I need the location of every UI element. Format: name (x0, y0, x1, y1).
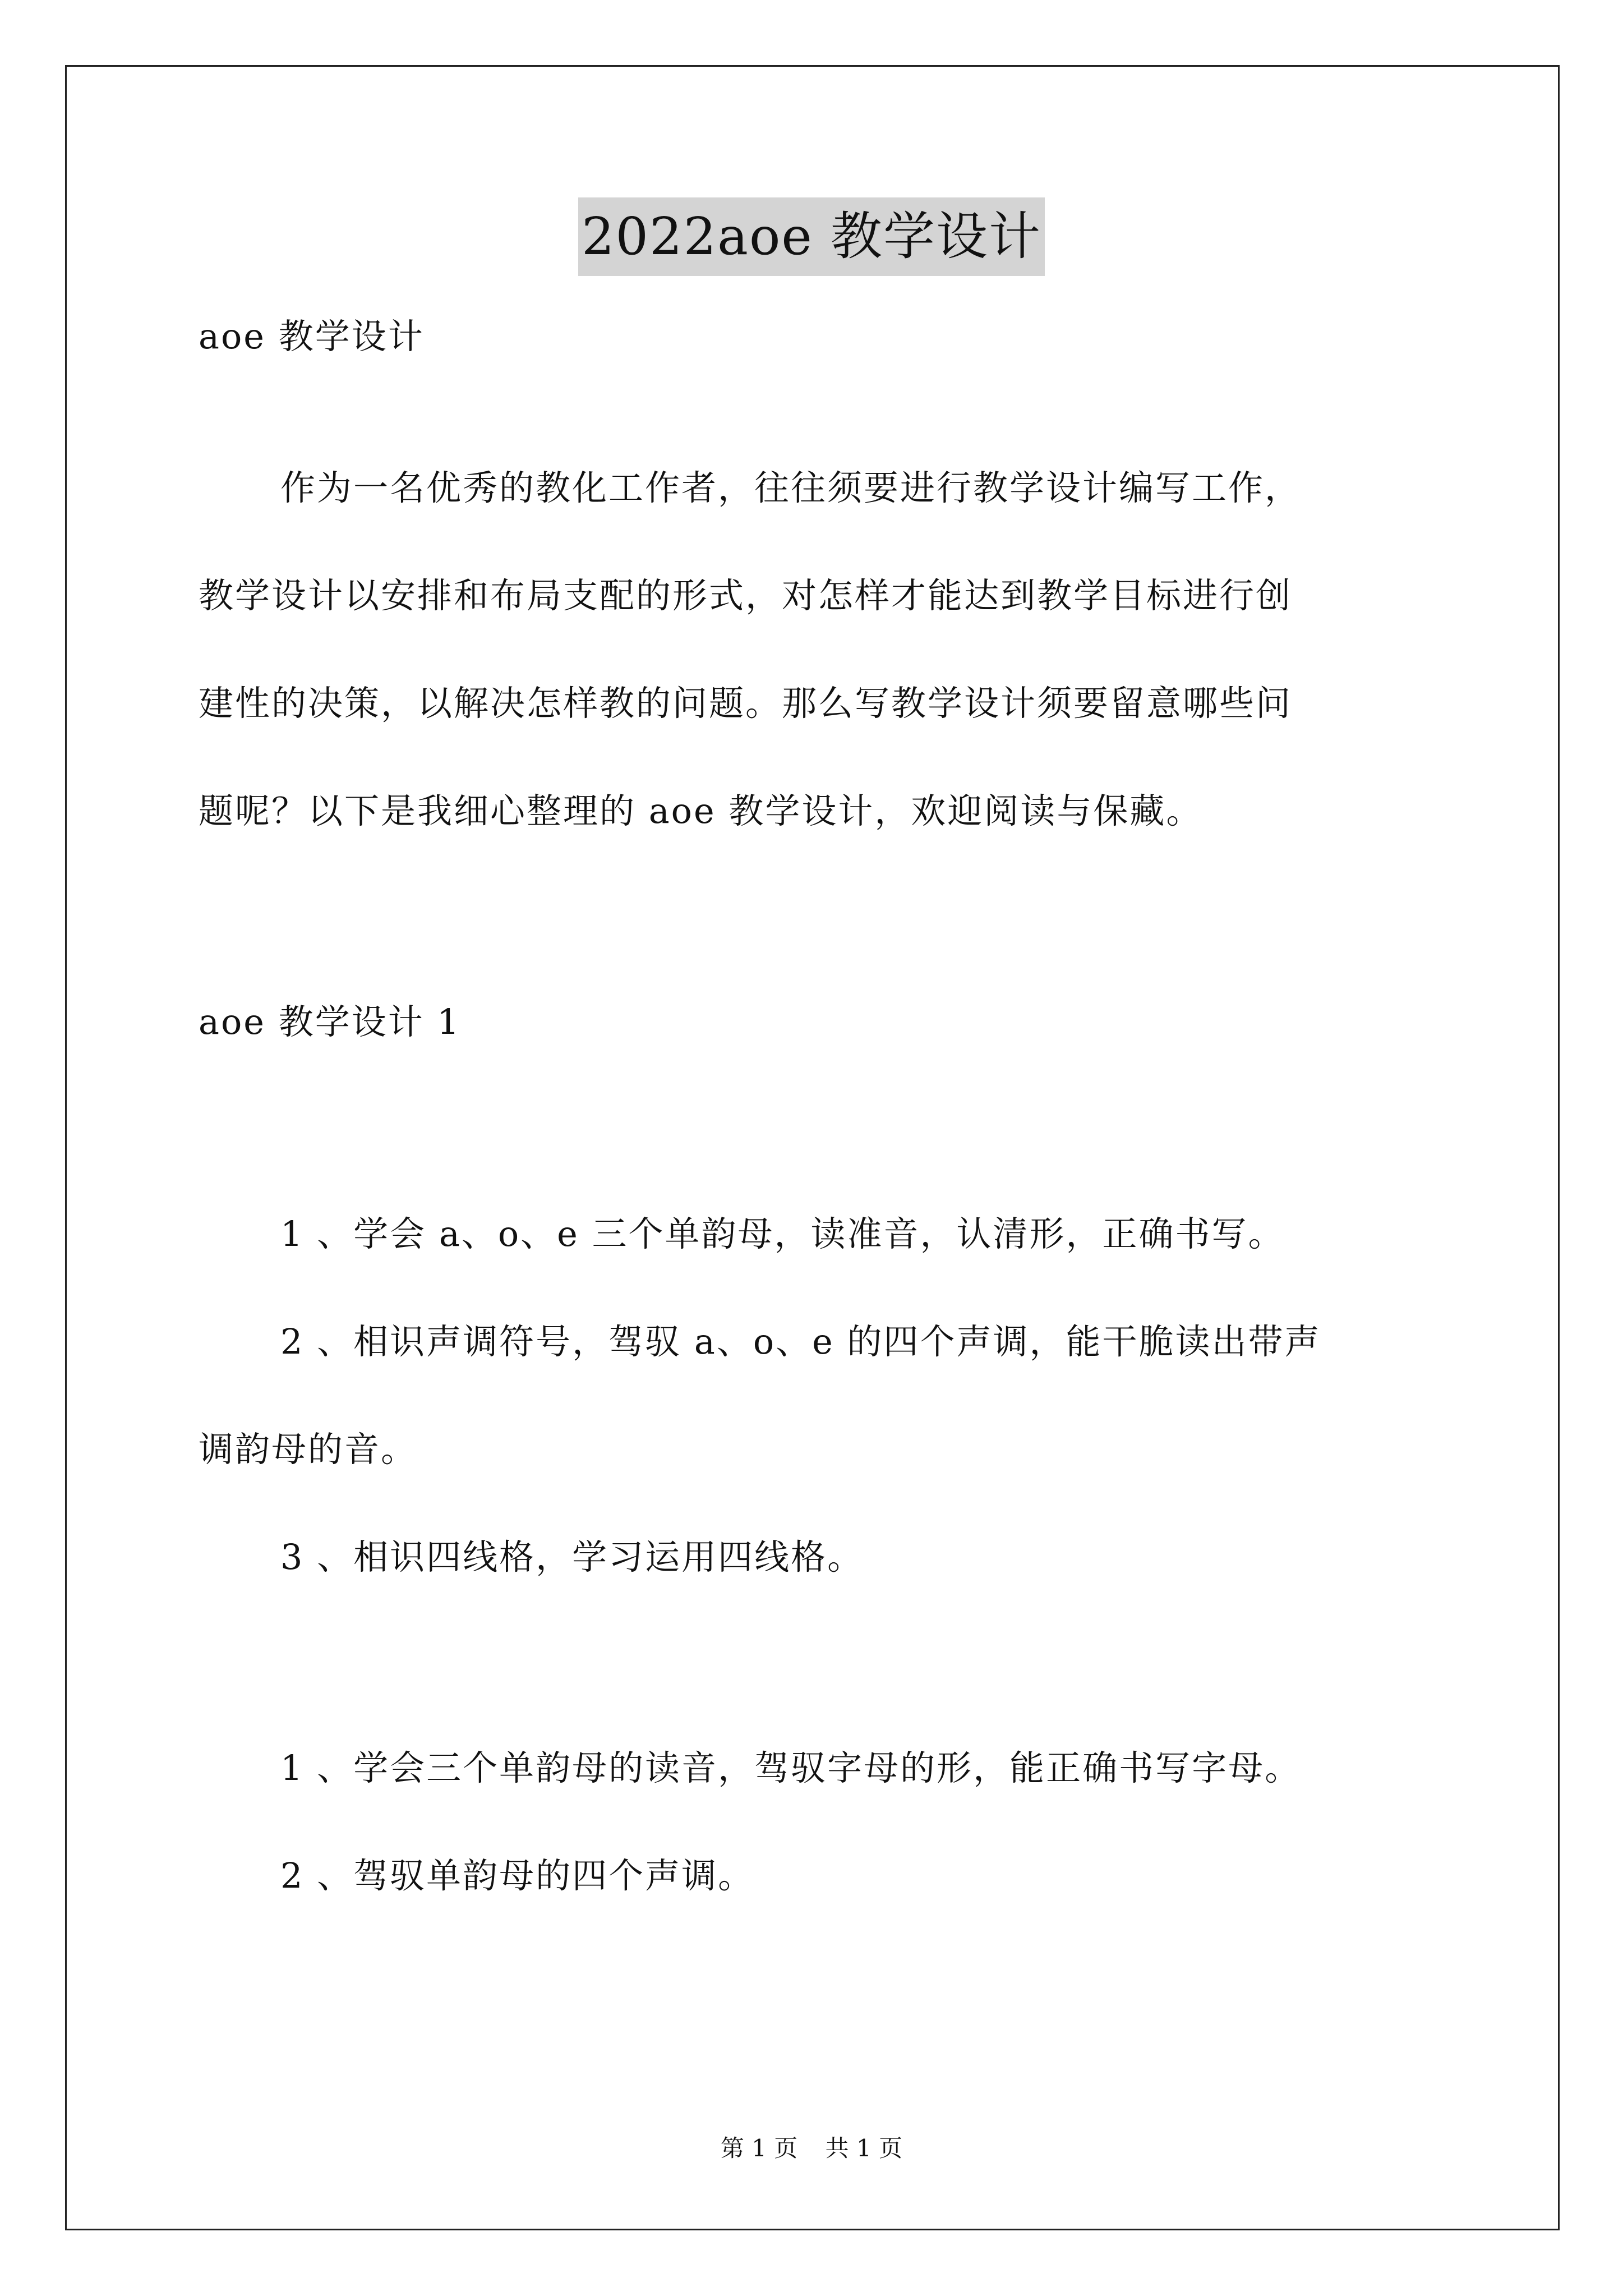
page-number-current: 第 1 页 (720, 2134, 798, 2162)
document-title: 2022aoe 教学设计 (578, 197, 1045, 276)
document-subtitle: aoe 教学设计 (199, 316, 425, 357)
goal-1-2: 2 、相识声调符号，驾驭 a、o、e 的四个声调，能干脆读出带声 (280, 1321, 1321, 1362)
goal-1-2-cont: 调韵母的音。 (199, 1429, 418, 1470)
goal-2-1: 1 、学会三个单韵母的读音，驾驭字母的形，能正确书写字母。 (280, 1747, 1302, 1788)
title-container (0, 197, 1623, 276)
page-border (65, 65, 1560, 2230)
goal-1-3: 3 、相识四线格，学习运用四线格。 (280, 1536, 864, 1577)
goal-2-2: 2 、驾驭单韵母的四个声调。 (280, 1855, 755, 1896)
intro-line-1: 作为一名优秀的教化工作者，往往须要进行教学设计编写工作， (280, 467, 1302, 508)
goal-1-1: 1 、学会 a、o、e 三个单韵母，读准音，认清形，正确书写。 (280, 1213, 1285, 1254)
intro-line-4: 题呢？以下是我细心整理的 aoe 教学设计，欢迎阅读与保藏。 (199, 790, 1203, 831)
page-footer (0, 2132, 1623, 2165)
intro-line-2: 教学设计以安排和布局支配的形式，对怎样才能达到教学目标进行创 (199, 575, 1293, 616)
section-heading: aoe 教学设计 1 (199, 1001, 461, 1042)
page-number-total: 共 1 页 (825, 2134, 903, 2162)
intro-line-3: 建性的决策，以解决怎样教的问题。那么写教学设计须要留意哪些问 (199, 683, 1293, 724)
